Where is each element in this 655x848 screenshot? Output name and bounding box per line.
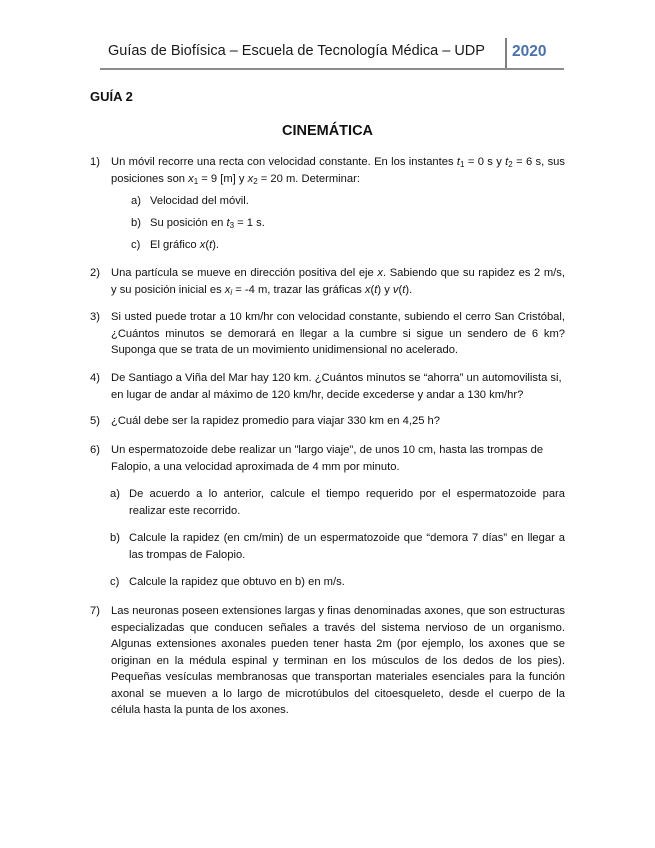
question-1: [90, 154, 565, 187]
guide-label: GUÍA 2: [90, 89, 133, 104]
question-4: 4) De Santiago a Viña del Mar hay 120 km. ¿Cuántos minutos se “ahorra” un automovilista si, en lugar de andar al máximo de 120 km/hr, decide excederse y andar a 130 km/hr?: [90, 372, 562, 401]
question-text: Una partícula se mueve en dirección positiva del eje x. Sabiendo que su rapidez es 2 m/s, y su posición inicial es $x_i = -4$ m, trazar las gráficas x(t) y v(t).: [111, 267, 565, 297]
question-7: 7) Las neuronas poseen extensiones largas y finas denominadas axones, que son estructuras especializadas que conducen señales a través del sistema nervioso de un organismo. Algunas extensiones axonales pueden tener hasta 2m (por ejemplo, los axones que se originan en la médula espinal y terminan en los músculos de los dedos de los pies). Pequeñas vesículas membranosas que transportan materiales esenciales para la función axonal se mueven a lo largo de microtúbulos del citoesqueleto, desde el cuerpo de la célula hasta la punta de los axones.: [90, 605, 565, 716]
question-1-item-b: b) Su posición en $t_3 = 1$ s.: [131, 217, 265, 230]
question-2: 2) Una partícula se mueve en dirección positiva del eje x. Sabiendo que su rapidez es 2 m/s, y su posición inicial es $x_i = -4$ m, trazar las gráficas x(t) y v(t).: [90, 267, 565, 297]
question-6-item-b: b) Calcule la rapidez (en cm/min) de un espermatozoide que “demora 7 días” en llegar a las trompas de Falopio.: [110, 532, 565, 561]
header-title: Guías de Biofísica – Escuela de Tecnología Médica – UDP: [108, 43, 485, 59]
header-year: 2020: [512, 43, 547, 60]
question-1-item-c: c) El gráfico x(t).: [131, 239, 220, 251]
question-6-item-c: c) Calcule la rapidez que obtuvo en b) en m/s.: [110, 576, 345, 588]
question-5: 5) ¿Cuál debe ser la rapidez promedio para viajar 330 km en 4,25 h?: [90, 415, 440, 427]
header-rule: [100, 68, 564, 70]
question-text: Un móvil recorre una recta con velocidad constante. En los instantes $t_1 = 0$ s y $t_2 = 6$ s, sus posiciones son $x_1 = 9$ [m] y $x_2 = 20$ m. Determinar:: [111, 156, 565, 186]
question-3: 3) Si usted puede trotar a 10 km/hr con velocidad constante, subiendo el cerro San Cristóbal, ¿Cuántos minutos se demorará en llegar a la cumbre si sigue un sendero de 6 km? Suponga que se trata de un movimiento unidimensional no acelerado.: [90, 311, 565, 356]
header-divider: [505, 38, 507, 69]
question-number: 1): [90, 156, 100, 168]
question-1-item-a: a) Velocidad del móvil.: [131, 195, 249, 207]
page-header: [100, 38, 564, 69]
question-6-item-a: a) De acuerdo a lo anterior, calcule el tiempo requerido por el espermatozoide para realizar este recorrido.: [110, 488, 565, 517]
question-6: 6) Un espermatozoide debe realizar un "largo viaje", de unos 10 cm, hasta las trompas de Falopio, a una velocidad aproximada de 4 mm por minuto.: [90, 444, 544, 473]
section-title: CINEMÁTICA: [281, 123, 374, 139]
